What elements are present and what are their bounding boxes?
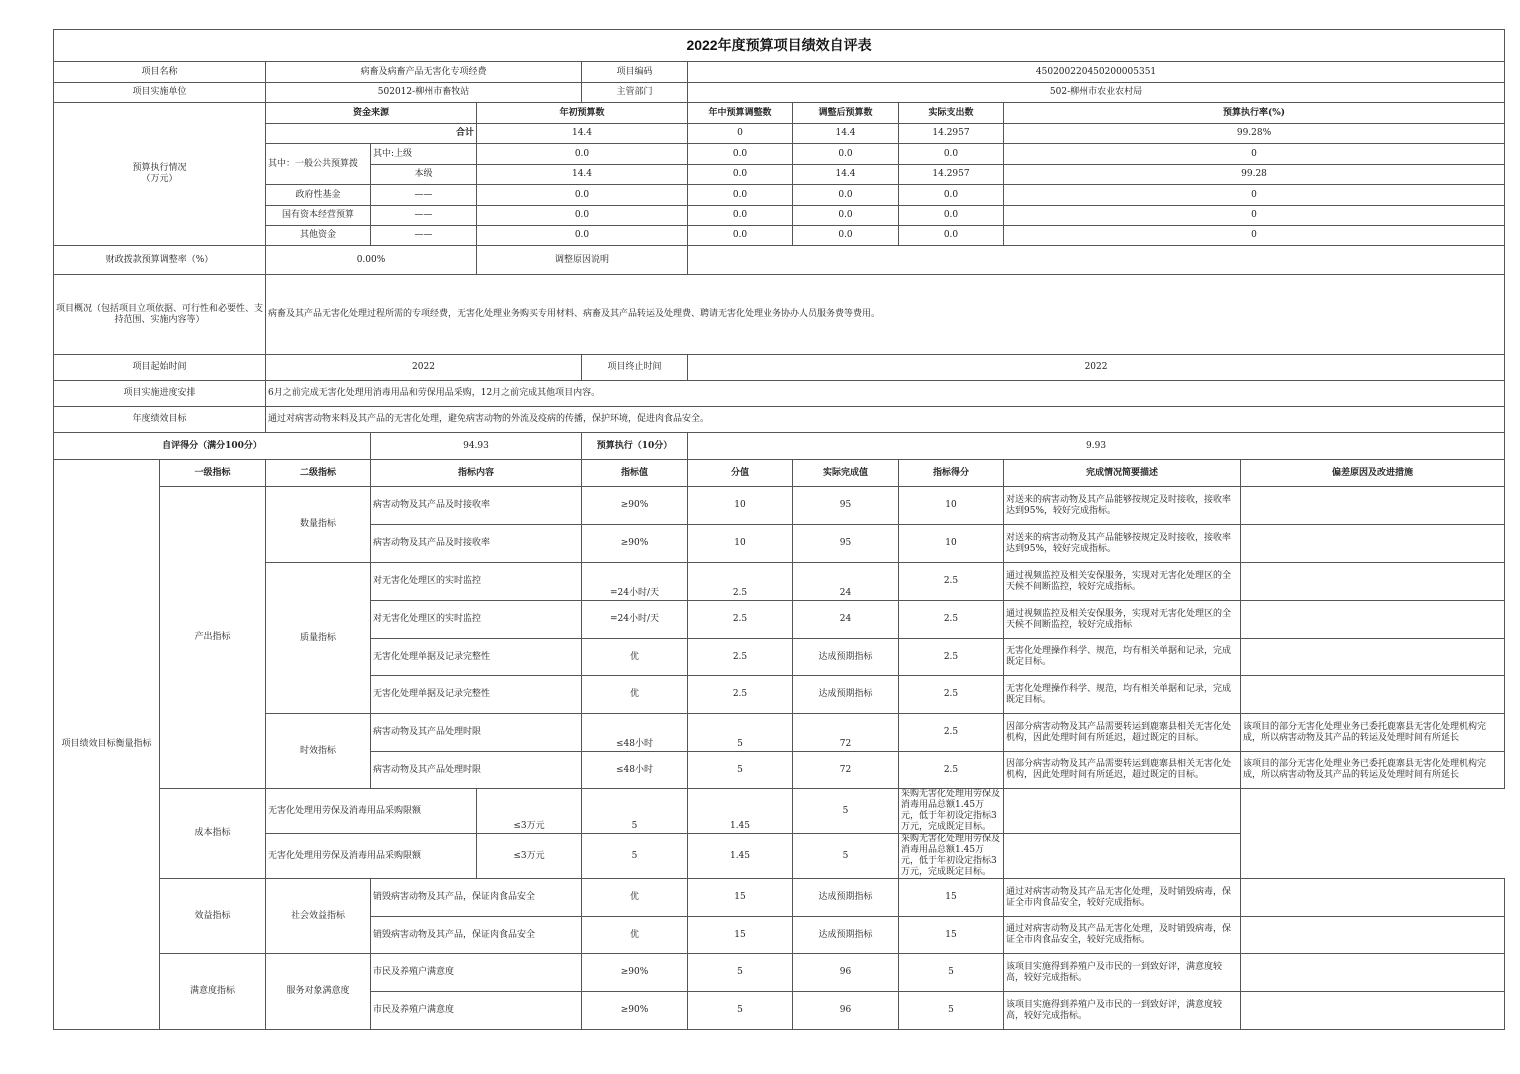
project-name-label: 项目名称 (54, 62, 266, 83)
project-code-label: 项目编码 (582, 62, 688, 83)
indicator-weight: 10 (688, 525, 793, 563)
indicator-content: 销毁病害动物及其产品，保证肉食品安全 (371, 879, 582, 917)
indicator-target: 优 (582, 917, 688, 954)
header-actual-value: 实际完成值 (793, 460, 899, 487)
state-capital-dash: —— (371, 206, 477, 226)
total-initial: 14.4 (477, 124, 688, 144)
header-level1: 一级指标 (160, 460, 266, 487)
indicator-score: 2.5 (899, 601, 1004, 639)
indicator-target: ≤48小时 (582, 714, 688, 752)
end-year: 2022 (688, 355, 1505, 381)
indicator-reason (1241, 639, 1505, 676)
adjust-rate: 0.00% (266, 246, 477, 275)
indicator-reason (1241, 879, 1505, 917)
indicator-score: 10 (899, 487, 1004, 525)
indicator-target: 优 (582, 879, 688, 917)
indicator-target: ≥90% (582, 992, 688, 1030)
indicator-score: 2.5 (899, 752, 1004, 789)
indicator-weight: 5 (688, 714, 793, 752)
indicator-target: ≤3万元 (477, 789, 582, 834)
indicator-score: 2.5 (899, 563, 1004, 601)
upper-adjust: 0.0 (688, 144, 793, 165)
total-actual: 14.2957 (899, 124, 1004, 144)
indicator-weight: 5 (688, 954, 793, 992)
indicator-reason (1241, 676, 1505, 714)
indicator-target: =24小时/天 (582, 563, 688, 601)
indicator-weight: 2.5 (688, 676, 793, 714)
level2-quantity: 数量指标 (266, 487, 371, 563)
header-level2: 二级指标 (266, 460, 371, 487)
level1-benefit: 效益指标 (160, 879, 266, 954)
indicator-reason (1004, 834, 1241, 879)
upper-actual: 0.0 (899, 144, 1004, 165)
start-year: 2022 (266, 355, 582, 381)
progress: 6月之前完成无害化处理用消毒用品和劳保用品采购，12月之前完成其他项目内容。 (266, 381, 1505, 407)
page-title: 2022年度预算项目绩效自评表 (54, 30, 1505, 62)
indicator-desc: 对送来的病害动物及其产品能够按规定及时接收，接收率达到95%，较好完成指标。 (1004, 487, 1241, 525)
adjust-reason (688, 246, 1505, 275)
self-score: 94.93 (371, 433, 582, 460)
state-capital-initial: 0.0 (477, 206, 688, 226)
gov-fund-rate: 0 (1004, 185, 1505, 206)
indicator-target: ≥90% (582, 487, 688, 525)
header-indicator-score: 指标得分 (899, 460, 1004, 487)
indicator-desc: 该项目实施得到养殖户及市民的一到致好评，满意度较高，较好完成指标。 (1004, 954, 1241, 992)
indicator-content: 市民及养殖户满意度 (371, 992, 582, 1030)
total-adjust: 0 (688, 124, 793, 144)
indicator-target: 优 (582, 639, 688, 676)
indicator-desc: 通过对病害动物及其产品无害化处理，及时销毁病毒，保证全市肉食品安全，较好完成指标。 (1004, 917, 1241, 954)
indicator-actual: 72 (793, 714, 899, 752)
gov-fund-adjusted: 0.0 (793, 185, 899, 206)
header-weight: 分值 (688, 460, 793, 487)
indicator-actual: 95 (793, 487, 899, 525)
goal: 通过对病害动物来料及其产品的无害化处理，避免病害动物的外流及疫病的传播，保护环境，促进肉食品安全。 (266, 407, 1505, 433)
upper-adjusted: 0.0 (793, 144, 899, 165)
indicator-content: 无害化处理单据及记录完整性 (371, 676, 582, 714)
overview: 病畜及其产品无害化处理过程所需的专项经费，无害化处理业务购买专用材料、病畜及其产品转运及处理费、聘请无害化处理业务协办人员服务费等费用。 (266, 275, 1505, 355)
level2-timeliness: 时效指标 (266, 714, 371, 789)
other-fund-actual: 0.0 (899, 226, 1004, 246)
goal-label: 年度绩效目标 (54, 407, 266, 433)
indicator-actual: 1.45 (688, 834, 793, 879)
indicator-content: 销毁病害动物及其产品，保证肉食品安全 (371, 917, 582, 954)
indicator-target: ≥90% (582, 954, 688, 992)
header-content: 指标内容 (371, 460, 582, 487)
indicator-actual: 96 (793, 954, 899, 992)
header-rate: 预算执行率(%) (1004, 103, 1505, 124)
local-adjusted: 14.4 (793, 165, 899, 185)
gov-fund-initial: 0.0 (477, 185, 688, 206)
indicator-weight: 15 (688, 917, 793, 954)
score-label: 自评得分（满分100分） (54, 433, 371, 460)
indicator-reason (1241, 563, 1505, 601)
indicator-reason: 该项目的部分无害化处理业务已委托鹿寨县无害化处理机构完成，所以病害动物及其产品的转运及处理时间有所延长 (1241, 752, 1505, 789)
header-reason: 偏差原因及改进措施 (1241, 460, 1505, 487)
indicator-actual: 24 (793, 563, 899, 601)
indicator-reason (1241, 992, 1505, 1030)
header-actual: 实际支出数 (899, 103, 1004, 124)
adjust-rate-label: 财政拨款预算调整率（%） (54, 246, 266, 275)
indicator-score: 5 (899, 992, 1004, 1030)
other-fund-rate: 0 (1004, 226, 1505, 246)
indicator-reason (1004, 789, 1241, 834)
indicator-target: =24小时/天 (582, 601, 688, 639)
start-label: 项目起始时间 (54, 355, 266, 381)
indicator-weight: 15 (688, 879, 793, 917)
indicator-target: ≤3万元 (477, 834, 582, 879)
indicator-desc: 采购无害化处理用劳保及消毒用品总额1.45万元，低于年初设定指标3万元，完成既定目标。 (899, 834, 1004, 879)
indicator-weight: 5 (688, 992, 793, 1030)
indicator-content: 对无害化处理区的实时监控 (371, 601, 582, 639)
end-label: 项目终止时间 (582, 355, 688, 381)
project-unit-label: 项目实施单位 (54, 83, 266, 103)
indicator-section-label: 项目绩效目标衡量指标 (54, 460, 160, 1030)
other-fund-label: 其他资金 (266, 226, 371, 246)
total-rate: 99.28% (1004, 124, 1505, 144)
indicator-reason: 该项目的部分无害化处理业务已委托鹿寨县无害化处理机构完成，所以病害动物及其产品的转运及处理时间有所延长 (1241, 714, 1505, 752)
indicator-desc: 通过视频监控及相关安保服务，实现对无害化处理区的全天候不间断监控，较好完成指标 (1004, 601, 1241, 639)
project-code: 450200220450200005351 (688, 62, 1505, 83)
level1-output: 产出指标 (160, 487, 266, 789)
indicator-weight: 10 (688, 487, 793, 525)
indicator-actual: 达成预期指标 (793, 917, 899, 954)
indicator-reason (1241, 917, 1505, 954)
gov-fund-actual: 0.0 (899, 185, 1004, 206)
indicator-content: 无害化处理用劳保及消毒用品采购限额 (266, 789, 477, 834)
state-capital-rate: 0 (1004, 206, 1505, 226)
project-name: 病畜及病畜产品无害化专项经费 (266, 62, 582, 83)
header-source: 资金来源 (266, 103, 477, 124)
level2-quality: 质量指标 (266, 563, 371, 714)
indicator-actual: 达成预期指标 (793, 879, 899, 917)
exec-label: 预算执行（10分） (582, 433, 688, 460)
indicator-content: 无害化处理用劳保及消毒用品采购限额 (266, 834, 477, 879)
indicator-desc: 对送来的病害动物及其产品能够按规定及时接收，接收率达到95%，较好完成指标。 (1004, 525, 1241, 563)
local-actual: 14.2957 (899, 165, 1004, 185)
budget-section-label: 预算执行情况 （万元） (54, 103, 266, 246)
indicator-desc: 该项目实施得到养殖户及市民的一到致好评，满意度较高，较好完成指标。 (1004, 992, 1241, 1030)
other-fund-adjusted: 0.0 (793, 226, 899, 246)
local-initial: 14.4 (477, 165, 688, 185)
other-fund-dash: —— (371, 226, 477, 246)
indicator-desc: 采购无害化处理用劳保及消毒用品总额1.45万元，低于年初设定指标3万元，完成既定目标。 (899, 789, 1004, 834)
indicator-actual: 1.45 (688, 789, 793, 834)
indicator-score: 15 (899, 917, 1004, 954)
overview-label: 项目概况（包括项目立项依据、可行性和必要性、支持范围、实施内容等） (54, 275, 266, 355)
state-capital-label: 国有资本经营预算 (266, 206, 371, 226)
progress-label: 项目实施进度安排 (54, 381, 266, 407)
upper-rate: 0 (1004, 144, 1505, 165)
indicator-target: ≥90% (582, 525, 688, 563)
indicator-actual: 72 (793, 752, 899, 789)
indicator-actual: 95 (793, 525, 899, 563)
indicator-weight: 2.5 (688, 601, 793, 639)
header-adjusted: 调整后预算数 (793, 103, 899, 124)
indicator-score: 2.5 (899, 714, 1004, 752)
indicator-score: 10 (899, 525, 1004, 563)
indicator-reason (1241, 954, 1505, 992)
indicator-actual: 达成预期指标 (793, 676, 899, 714)
indicator-content: 病害动物及其产品及时接收率 (371, 487, 582, 525)
indicator-reason (1241, 525, 1505, 563)
indicator-content: 市民及养殖户满意度 (371, 954, 582, 992)
other-fund-initial: 0.0 (477, 226, 688, 246)
indicator-target: 优 (582, 676, 688, 714)
header-desc: 完成情况简要描述 (1004, 460, 1241, 487)
level2-cost: 成本指标 (160, 789, 266, 879)
level2-social: 社会效益指标 (266, 879, 371, 954)
state-capital-adjusted: 0.0 (793, 206, 899, 226)
total-label: 合计 (266, 124, 477, 144)
indicator-content: 无害化处理单据及记录完整性 (371, 639, 582, 676)
indicator-desc: 通过对病害动物及其产品无害化处理，及时销毁病毒，保证全市肉食品安全，较好完成指标。 (1004, 879, 1241, 917)
indicator-weight: 2.5 (688, 563, 793, 601)
indicator-actual: 96 (793, 992, 899, 1030)
indicator-target: ≤48小时 (582, 752, 688, 789)
total-adjusted: 14.4 (793, 124, 899, 144)
indicator-actual: 24 (793, 601, 899, 639)
indicator-content: 病害动物及其产品及时接收率 (371, 525, 582, 563)
indicator-desc: 因部分病害动物及其产品需要转运到鹿寨县相关无害化处机构，因此处理时间有所延迟，超过既定的目标。 (1004, 752, 1241, 789)
indicator-desc: 无害化处理操作科学、规范，均有相关单据和记录，完成既定目标。 (1004, 639, 1241, 676)
indicator-score: 15 (899, 879, 1004, 917)
indicator-desc: 无害化处理操作科学、规范，均有相关单据和记录，完成既定目标。 (1004, 676, 1241, 714)
header-adjust: 年中预算调整数 (688, 103, 793, 124)
adjust-reason-label: 调整原因说明 (477, 246, 688, 275)
dept-label: 主管部门 (582, 83, 688, 103)
header-target: 指标值 (582, 460, 688, 487)
indicator-weight: 2.5 (688, 639, 793, 676)
indicator-desc: 因部分病害动物及其产品需要转运到鹿寨县相关无害化处机构，因此处理时间有所延迟，超过既定的目标。 (1004, 714, 1241, 752)
upper-initial: 0.0 (477, 144, 688, 165)
header-initial: 年初预算数 (477, 103, 688, 124)
indicator-score: 5 (793, 789, 899, 834)
indicator-content: 病害动物及其产品处理时限 (371, 714, 582, 752)
indicator-weight: 5 (688, 752, 793, 789)
dept: 502-柳州市农业农村局 (688, 83, 1505, 103)
upper-label: 其中:上级 (371, 144, 477, 165)
general-budget-label: 其中：一般公共预算拨 (266, 144, 371, 185)
indicator-content: 对无害化处理区的实时监控 (371, 563, 582, 601)
indicator-actual: 达成预期指标 (793, 639, 899, 676)
indicator-score: 2.5 (899, 676, 1004, 714)
other-fund-adjust: 0.0 (688, 226, 793, 246)
indicator-reason (1241, 487, 1505, 525)
gov-fund-label: 政府性基金 (266, 185, 371, 206)
indicator-weight: 5 (582, 789, 688, 834)
state-capital-adjust: 0.0 (688, 206, 793, 226)
indicator-desc: 通过视频监控及相关安保服务，实现对无害化处理区的全天候不间断监控，较好完成指标。 (1004, 563, 1241, 601)
exec-score: 9.93 (688, 433, 1505, 460)
gov-fund-adjust: 0.0 (688, 185, 793, 206)
local-label: 本级 (371, 165, 477, 185)
indicator-weight: 5 (582, 834, 688, 879)
indicator-score: 5 (793, 834, 899, 879)
local-adjust: 0.0 (688, 165, 793, 185)
gov-fund-dash: —— (371, 185, 477, 206)
local-rate: 99.28 (1004, 165, 1505, 185)
indicator-reason (1241, 601, 1505, 639)
state-capital-actual: 0.0 (899, 206, 1004, 226)
performance-self-evaluation-table (53, 29, 1505, 1030)
level1-satisfaction: 满意度指标 (160, 954, 266, 1030)
level2-service: 服务对象满意度 (266, 954, 371, 1030)
project-unit: 502012-柳州市畜牧站 (266, 83, 582, 103)
indicator-content: 病害动物及其产品处理时限 (371, 752, 582, 789)
indicator-score: 2.5 (899, 639, 1004, 676)
indicator-score: 5 (899, 954, 1004, 992)
